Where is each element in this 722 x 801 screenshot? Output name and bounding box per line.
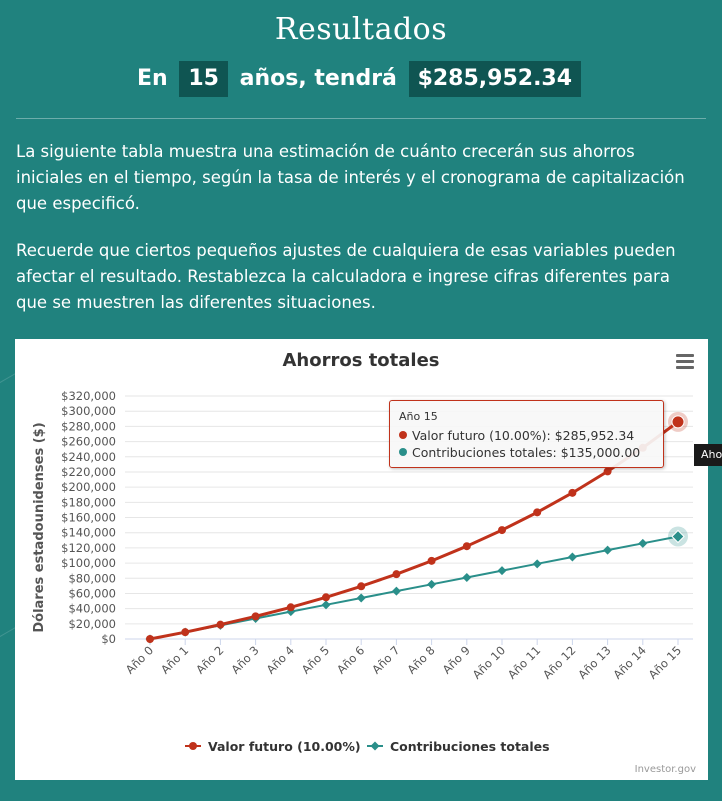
legend-marker-future-value [189, 742, 197, 750]
y-tick-label: $260,000 [61, 434, 116, 449]
y-tick-label: $20,000 [68, 616, 116, 631]
chart-title: Ahorros totales [282, 350, 440, 371]
tooltip-row1-text: Valor futuro (10.00%): $285,952.34 [412, 428, 635, 443]
y-tick-label: $80,000 [68, 571, 116, 586]
y-tick-label: $160,000 [61, 510, 116, 525]
data-point-future-value [252, 612, 260, 620]
description-paragraph-2: Recuerde que ciertos pequeños ajustes de cualquiera de esas variables pueden afectar el resultado. Restablezca la calculadora e ingrese cifras diferentes para que se muestren las diferentes situaciones. [16, 241, 676, 312]
legend-label-contributions: Contribuciones totales [390, 739, 550, 754]
data-point-contributions [498, 566, 507, 575]
summary-prefix: En [136, 66, 168, 91]
tooltip-header: Año 15 [399, 410, 438, 423]
y-tick-label: $280,000 [61, 419, 116, 434]
data-point-future-value [672, 416, 684, 428]
data-point-future-value [216, 621, 224, 629]
chart-card [15, 339, 708, 780]
y-tick-label: $40,000 [68, 601, 116, 616]
x-tick-label: Año 12 [539, 643, 579, 682]
summary-middle: años, tendrá [239, 66, 397, 91]
data-point-future-value [392, 570, 400, 578]
x-tick-label: Año 9 [439, 643, 473, 677]
data-point-future-value [428, 557, 436, 565]
tooltip-dot-future-value [399, 431, 407, 439]
x-tick-label: Año 1 [157, 643, 192, 677]
y-tick-label: $0 [101, 632, 116, 646]
tooltip-dot-contributions [399, 448, 407, 456]
y-tick-label: $240,000 [61, 449, 116, 464]
y-tick-label: $120,000 [61, 540, 116, 555]
tooltip-row-future-value [399, 428, 634, 443]
tooltip-row-contributions [399, 445, 640, 460]
x-tick-label: Año 2 [193, 643, 227, 677]
x-tick-label: Año 0 [122, 643, 157, 677]
side-tooltip: Aho [694, 444, 722, 466]
data-point-future-value [463, 542, 471, 550]
data-point-future-value [357, 582, 365, 590]
x-tick-label: Año 14 [610, 643, 649, 682]
x-tick-label: Año 11 [504, 643, 544, 682]
y-tick-label: $140,000 [61, 525, 116, 540]
y-tick-label: $320,000 [61, 389, 116, 403]
y-tick-label: $300,000 [61, 404, 116, 419]
chart-menu-icon[interactable] [676, 354, 694, 370]
y-axis-label: Dólares estadounidenses ($) [32, 422, 47, 633]
divider [16, 118, 706, 119]
y-tick-label: $100,000 [61, 556, 116, 571]
data-point-future-value [568, 489, 576, 497]
data-point-future-value [287, 603, 295, 611]
data-point-contributions [533, 559, 542, 568]
data-point-contributions [568, 552, 577, 561]
legend-marker-contributions [371, 742, 380, 751]
data-point-contributions [462, 573, 471, 582]
data-point-contributions [357, 593, 366, 602]
total-amount: $285,952.34 [409, 61, 581, 97]
legend-label-future-value: Valor futuro (10.00%) [208, 739, 361, 754]
x-tick-label: Año 7 [369, 643, 403, 677]
description-paragraph-1: La siguiente tabla muestra una estimación de cuánto crecerán sus ahorros iniciales en el tiempo, según la tasa de interés y el cronograma de capitalización que especificó. [16, 142, 685, 213]
x-tick-label: Año 10 [469, 643, 509, 682]
x-tick-label: Año 5 [298, 643, 333, 677]
x-tick-label: Año 15 [645, 643, 685, 682]
years-value: 15 [179, 61, 228, 97]
data-point-contributions [322, 600, 331, 609]
x-tick-label: Año 3 [228, 643, 262, 677]
results-summary [0, 61, 722, 97]
x-tick-label: Año 13 [575, 643, 614, 682]
tooltip-row2-text: Contribuciones totales: $135,000.00 [412, 445, 641, 460]
data-point-contributions [427, 580, 436, 589]
data-point-future-value [322, 593, 330, 601]
x-tick-label: Año 6 [333, 643, 368, 677]
y-tick-label: $180,000 [61, 495, 116, 510]
data-point-future-value [533, 508, 541, 516]
data-point-contributions [392, 587, 401, 596]
data-point-contributions [638, 539, 647, 548]
x-tick-label: Año 8 [404, 643, 438, 677]
data-point-future-value [146, 635, 154, 643]
data-point-contributions [603, 546, 612, 555]
data-point-future-value [498, 526, 506, 534]
y-tick-label: $200,000 [61, 480, 116, 495]
data-point-future-value [604, 467, 612, 475]
results-title: Resultados [274, 12, 448, 47]
y-tick-label: $220,000 [61, 464, 116, 479]
credit-text[interactable]: Investor.gov [634, 764, 696, 775]
chart-tooltip [389, 400, 664, 468]
data-point-future-value [181, 628, 189, 636]
y-tick-label: $60,000 [68, 586, 116, 601]
x-tick-label: Año 4 [263, 643, 297, 677]
